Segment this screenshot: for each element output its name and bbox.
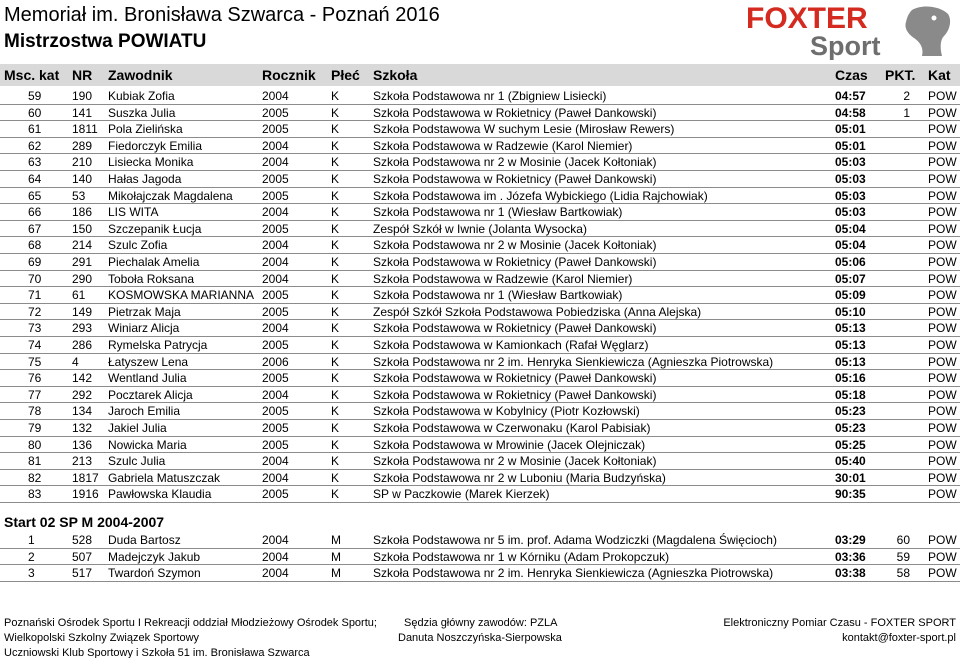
cell-nr: 214: [72, 238, 93, 253]
cell-year: 2005: [262, 404, 289, 419]
foxter-sport-logo: [744, 2, 954, 60]
cell-kat: POW: [928, 288, 957, 303]
cell-kat: POW: [928, 354, 957, 369]
cell-nr: 190: [72, 89, 93, 103]
table-row: [0, 354, 960, 371]
cell-msc: 60: [28, 105, 42, 120]
cell-msc: 75: [28, 354, 42, 369]
table-row: [0, 337, 960, 354]
logo-text-foxter: FOXTER: [746, 2, 868, 35]
cell-year: 2004: [262, 566, 289, 581]
cell-school: Szkoła Podstawowa w Radzewie (Karol Niemier): [373, 138, 633, 153]
cell-sex: K: [331, 89, 340, 103]
cell-time: 05:03: [835, 205, 866, 220]
cell-nr: 210: [72, 155, 93, 170]
cell-msc: 73: [28, 321, 42, 336]
cell-msc: 69: [28, 255, 42, 269]
cell-school: Zespół Szkół w Iwnie (Jolanta Wysocka): [373, 221, 587, 236]
cell-kat: POW: [928, 487, 957, 502]
table-row: [0, 204, 960, 221]
cell-kat: POW: [928, 566, 957, 581]
cell-nr: 61: [72, 288, 86, 303]
cell-nr: 517: [72, 566, 93, 581]
cell-kat: POW: [928, 138, 957, 153]
table-row: [0, 420, 960, 437]
cell-school: Szkoła Podstawowa nr 2 w Mosinie (Jacek Kołtoniak): [373, 155, 657, 170]
cell-nr: 293: [72, 321, 93, 336]
cell-kat: POW: [928, 549, 957, 564]
cell-sex: K: [331, 255, 340, 269]
table-row: [0, 154, 960, 171]
cell-kat: POW: [928, 105, 957, 120]
cell-name: Pawłowska Klaudia: [108, 487, 212, 502]
section-title: Start 02 SP M 2004-2007: [4, 514, 165, 530]
cell-time: 05:23: [835, 421, 866, 435]
cell-pkt: 58: [896, 566, 910, 581]
cell-year: 2004: [262, 138, 289, 153]
cell-msc: 77: [28, 387, 42, 402]
cell-sex: K: [331, 487, 340, 502]
cell-nr: 140: [72, 172, 93, 186]
cell-nr: 213: [72, 454, 93, 469]
cell-name: Jakiel Julia: [108, 421, 167, 435]
cell-kat: POW: [928, 271, 957, 286]
cell-school: Szkoła Podstawowa nr 1 (Wiesław Bartkowiak): [373, 205, 623, 220]
cell-pkt: 1: [903, 105, 910, 120]
cell-year: 2004: [262, 271, 289, 286]
cell-year: 2006: [262, 354, 289, 369]
cell-msc: 67: [28, 221, 42, 236]
cell-name: Winiarz Alicja: [108, 321, 180, 336]
cell-kat: POW: [928, 255, 957, 269]
table-row: [0, 437, 960, 454]
logo-text-sport: Sport: [810, 31, 881, 60]
cell-msc: 80: [28, 437, 42, 452]
col-header-kat: Kat: [928, 67, 951, 83]
table-row: [0, 453, 960, 470]
table-row: [0, 532, 960, 549]
cell-year: 2005: [262, 338, 289, 352]
cell-nr: 142: [72, 371, 93, 386]
cell-school: Szkoła Podstawowa nr 5 im. prof. Adama Wodziczki (Magdalena Święcioch): [373, 533, 777, 547]
cell-school: Szkoła Podstawowa w Rokietnicy (Paweł Dankowski): [373, 371, 657, 386]
table-row: [0, 237, 960, 254]
cell-school: Szkoła Podstawowa W suchym Lesie (Mirosław Rewers): [373, 122, 675, 137]
table-row: [0, 549, 960, 566]
cell-time: 05:25: [835, 437, 866, 452]
cell-kat: POW: [928, 338, 957, 352]
cell-msc: 83: [28, 487, 42, 502]
cell-msc: 70: [28, 271, 42, 286]
cell-year: 2005: [262, 122, 289, 137]
cell-kat: POW: [928, 454, 957, 469]
cell-name: Jaroch Emilia: [108, 404, 181, 419]
col-header-msc: Msc. kat: [4, 67, 60, 83]
cell-name: Lisiecka Monika: [108, 155, 194, 170]
cell-msc: 81: [28, 454, 42, 469]
cell-school: Szkoła Podstawowa w Rokietnicy (Paweł Dankowski): [373, 255, 657, 269]
table-row: [0, 486, 960, 503]
cell-time: 05:10: [835, 304, 866, 319]
cell-nr: 141: [72, 105, 93, 120]
cell-name: Madejczyk Jakub: [108, 549, 201, 564]
table-row: [0, 271, 960, 288]
cell-school: Szkoła Podstawowa nr 1 (Wiesław Bartkowiak): [373, 288, 623, 303]
table-row: [0, 171, 960, 188]
cell-sex: K: [331, 238, 340, 253]
cell-time: 05:06: [835, 255, 866, 269]
cell-nr: 136: [72, 437, 93, 452]
cell-name: Szulc Julia: [108, 454, 166, 469]
table-row: [0, 254, 960, 271]
cell-year: 2004: [262, 549, 289, 564]
cell-pkt: 60: [896, 533, 910, 547]
footer-left-line: Uczniowski Klub Sportowy i Szkoła 51 im. Bronisława Szwarca: [4, 647, 310, 658]
cell-school: Szkoła Podstawowa w Rokietnicy (Paweł Dankowski): [373, 321, 657, 336]
cell-year: 2005: [262, 221, 289, 236]
cell-school: Szkoła Podstawowa w Radzewie (Karol Niemier): [373, 271, 633, 286]
cell-school: Szkoła Podstawowa w Kobylnicy (Piotr Kozłowski): [373, 404, 640, 419]
cell-sex: K: [331, 304, 340, 319]
page-subtitle: Mistrzostwa POWIATU: [4, 31, 207, 52]
cell-year: 2004: [262, 155, 289, 170]
cell-time: 05:13: [835, 321, 866, 336]
cell-msc: 66: [28, 205, 42, 220]
col-header-nr: NR: [72, 67, 93, 83]
cell-name: Pietrzak Maja: [108, 304, 181, 319]
cell-sex: K: [331, 155, 340, 170]
cell-msc: 68: [28, 238, 42, 253]
cell-nr: 1817: [72, 470, 99, 485]
cell-kat: POW: [928, 188, 957, 203]
cell-kat: POW: [928, 387, 957, 402]
cell-nr: 507: [72, 549, 93, 564]
cell-sex: K: [331, 470, 340, 485]
cell-time: 05:13: [835, 338, 866, 352]
cell-year: 2005: [262, 437, 289, 452]
footer-left-line: Poznański Ośrodek Sportu I Rekreacji oddział Młodzieżowy Ośrodek Sportu;: [4, 617, 377, 629]
cell-kat: POW: [928, 122, 957, 137]
col-header-name: Zawodnik: [108, 67, 173, 83]
cell-name: Szulc Zofia: [108, 238, 168, 253]
cell-msc: 59: [28, 89, 42, 103]
cell-sex: K: [331, 338, 340, 352]
cell-name: Nowicka Maria: [108, 437, 187, 452]
cell-sex: M: [331, 566, 341, 581]
cell-time: 04:58: [835, 105, 866, 120]
cell-name: Gabriela Matuszczak: [108, 470, 221, 485]
cell-time: 04:57: [835, 89, 866, 103]
cell-sex: K: [331, 188, 340, 203]
table-row: [0, 304, 960, 321]
col-header-time: Czas: [835, 67, 868, 83]
cell-msc: 1: [28, 533, 35, 547]
cell-time: 30:01: [835, 470, 866, 485]
cell-school: Szkoła Podstawowa nr 2 w Mosinie (Jacek Kołtoniak): [373, 454, 657, 469]
cell-time: 05:03: [835, 188, 866, 203]
cell-school: Szkoła Podstawowa im . Józefa Wybickiego (Lidia Rajchowiak): [373, 188, 708, 203]
cell-name: Fiedorczyk Emilia: [108, 138, 203, 153]
cell-year: 2004: [262, 470, 289, 485]
cell-kat: POW: [928, 404, 957, 419]
footer-left-line: Wielkopolski Szkolny Związek Sportowy: [4, 632, 200, 644]
cell-school: SP w Paczkowie (Marek Kierzek): [373, 487, 550, 502]
cell-sex: K: [331, 205, 340, 220]
cell-nr: 286: [72, 338, 93, 352]
cell-time: 05:03: [835, 155, 866, 170]
cell-time: 03:36: [835, 549, 866, 564]
col-header-year: Rocznik: [262, 67, 316, 83]
cell-time: 05:09: [835, 288, 866, 303]
cell-msc: 74: [28, 338, 42, 352]
table-row: [0, 138, 960, 155]
cell-msc: 71: [28, 288, 42, 303]
cell-name: Suszka Julia: [108, 105, 176, 120]
cell-pkt: 2: [903, 89, 910, 103]
cell-name: Piechalak Amelia: [108, 255, 200, 269]
cell-kat: POW: [928, 321, 957, 336]
cell-school: Szkoła Podstawowa w Rokietnicy (Paweł Dankowski): [373, 172, 657, 186]
cell-name: Szczepanik Łucja: [108, 221, 202, 236]
footer-right-line: Elektroniczny Pomiar Czasu - FOXTER SPORT: [723, 617, 956, 629]
cell-name: Toboła Roksana: [108, 271, 195, 286]
cell-year: 2005: [262, 105, 289, 120]
cell-sex: K: [331, 122, 340, 137]
cell-name: Pola Zielińska: [108, 122, 183, 137]
cell-msc: 3: [28, 566, 35, 581]
cell-school: Szkoła Podstawowa w Czerwonaku (Karol Pabisiak): [373, 421, 651, 435]
cell-school: Szkoła Podstawowa nr 1 w Kórniku (Adam Prokopczuk): [373, 549, 670, 564]
table-row: [0, 105, 960, 122]
col-header-school: Szkoła: [373, 67, 418, 83]
cell-kat: POW: [928, 304, 957, 319]
cell-kat: POW: [928, 205, 957, 220]
cell-nr: 186: [72, 205, 93, 220]
cell-name: Kubiak Zofia: [108, 89, 175, 103]
cell-school: Szkoła Podstawowa nr 2 w Mosinie (Jacek Kołtoniak): [373, 238, 657, 253]
cell-msc: 63: [28, 155, 42, 170]
cell-time: 05:01: [835, 138, 866, 153]
footer-middle-line: Danuta Noszczyńska-Sierpowska: [398, 632, 562, 644]
table-row: [0, 287, 960, 304]
cell-nr: 289: [72, 138, 93, 153]
cell-time: 03:38: [835, 566, 866, 581]
cell-kat: POW: [928, 238, 957, 253]
footer-right-line: kontakt@foxter-sport.pl: [842, 632, 956, 644]
cell-nr: 1811: [72, 122, 98, 137]
cell-msc: 76: [28, 371, 42, 386]
cell-time: 05:23: [835, 404, 866, 419]
cell-time: 05:04: [835, 221, 866, 236]
cell-sex: K: [331, 271, 340, 286]
cell-school: Zespół Szkół Szkoła Podstawowa Pobiedziska (Anna Alejska): [373, 304, 702, 319]
cell-sex: M: [331, 549, 341, 564]
cell-msc: 65: [28, 188, 42, 203]
cell-time: 03:29: [835, 533, 866, 547]
cell-sex: K: [331, 354, 340, 369]
cell-name: Hałas Jagoda: [108, 172, 182, 186]
cell-time: 90:35: [835, 487, 866, 502]
cell-year: 2004: [262, 238, 289, 253]
table-row: [0, 370, 960, 387]
cell-year: 2004: [262, 255, 289, 269]
cell-kat: POW: [928, 470, 957, 485]
cell-msc: 79: [28, 421, 42, 435]
cell-name: Duda Bartosz: [108, 533, 181, 547]
cell-kat: POW: [928, 533, 957, 547]
table-row: [0, 221, 960, 238]
cell-kat: POW: [928, 221, 957, 236]
cell-name: Mikołajczak Magdalena: [108, 188, 233, 203]
horse-head-icon: [905, 7, 950, 56]
cell-name: LIS WITA: [108, 205, 159, 220]
cell-time: 05:40: [835, 454, 866, 469]
cell-time: 05:07: [835, 271, 866, 286]
page-title: Memoriał im. Bronisława Szwarca - Poznań 2016: [4, 4, 440, 26]
cell-kat: POW: [928, 89, 957, 103]
cell-sex: K: [331, 421, 340, 435]
cell-sex: K: [331, 172, 340, 186]
cell-sex: K: [331, 387, 340, 402]
cell-name: Twardoń Szymon: [108, 566, 201, 581]
cell-sex: K: [331, 437, 340, 452]
cell-time: 05:13: [835, 354, 866, 369]
cell-name: Rymelska Patrycja: [108, 338, 208, 352]
cell-nr: 4: [72, 354, 79, 369]
cell-time: 05:16: [835, 371, 866, 386]
cell-year: 2004: [262, 321, 289, 336]
cell-msc: 61: [28, 122, 42, 137]
cell-year: 2004: [262, 533, 289, 547]
cell-sex: K: [331, 404, 340, 419]
cell-year: 2004: [262, 205, 289, 220]
cell-nr: 291: [72, 255, 93, 269]
cell-msc: 2: [28, 549, 35, 564]
cell-year: 2005: [262, 172, 289, 186]
cell-year: 2005: [262, 371, 289, 386]
table-row: [0, 188, 960, 205]
cell-school: Szkoła Podstawowa w Rokietnicy (Paweł Dankowski): [373, 105, 657, 120]
cell-nr: 53: [72, 188, 86, 203]
cell-sex: K: [331, 221, 340, 236]
cell-year: 2005: [262, 188, 289, 203]
cell-time: 05:18: [835, 387, 866, 402]
cell-nr: 528: [72, 533, 93, 547]
table-row: [0, 121, 960, 138]
cell-time: 05:03: [835, 172, 866, 186]
cell-school: Szkoła Podstawowa nr 2 im. Henryka Sienkiewicza (Agnieszka Piotrowska): [373, 354, 774, 369]
cell-msc: 82: [28, 470, 42, 485]
cell-sex: K: [331, 105, 340, 120]
cell-school: Szkoła Podstawowa nr 2 im. Henryka Sienkiewicza (Agnieszka Piotrowska): [373, 566, 774, 581]
table-row: [0, 470, 960, 487]
cell-sex: K: [331, 454, 340, 469]
cell-year: 2005: [262, 304, 289, 319]
cell-kat: POW: [928, 437, 957, 452]
cell-year: 2005: [262, 288, 289, 303]
cell-time: 05:04: [835, 238, 866, 253]
cell-time: 05:01: [835, 122, 866, 137]
cell-msc: 78: [28, 404, 42, 419]
cell-sex: M: [331, 533, 341, 547]
table-row: [0, 565, 960, 582]
col-header-sex: Płeć: [331, 67, 360, 83]
cell-pkt: 59: [896, 549, 910, 564]
cell-msc: 72: [28, 304, 42, 319]
cell-school: Szkoła Podstawowa w Kamionkach (Rafał Węglarz): [373, 338, 649, 352]
cell-nr: 149: [72, 304, 93, 319]
table-row: [0, 320, 960, 337]
cell-name: KOSMOWSKA MARIANNA: [108, 288, 255, 303]
cell-nr: 132: [72, 421, 93, 435]
cell-name: Łatyszew Lena: [108, 354, 189, 369]
cell-kat: POW: [928, 371, 957, 386]
cell-sex: K: [331, 371, 340, 386]
cell-kat: POW: [928, 172, 957, 186]
cell-nr: 134: [72, 404, 93, 419]
table-header: [0, 64, 960, 86]
table-row: [0, 88, 960, 105]
cell-name: Wentland Julia: [108, 371, 187, 386]
cell-msc: 64: [28, 172, 42, 186]
cell-school: Szkoła Podstawowa w Rokietnicy (Paweł Dankowski): [373, 387, 657, 402]
cell-name: Pocztarek Alicja: [108, 387, 193, 402]
cell-kat: POW: [928, 155, 957, 170]
cell-school: Szkoła Podstawowa nr 2 w Luboniu (Maria Budzyńska): [373, 470, 666, 485]
cell-kat: POW: [928, 421, 957, 435]
cell-sex: K: [331, 288, 340, 303]
cell-year: 2004: [262, 454, 289, 469]
cell-nr: 290: [72, 271, 93, 286]
cell-msc: 62: [28, 138, 42, 153]
cell-nr: 150: [72, 221, 93, 236]
table-row: [0, 387, 960, 404]
cell-nr: 1916: [72, 487, 99, 502]
footer-middle-line: Sędzia główny zawodów: PZLA: [404, 617, 558, 629]
cell-year: 2004: [262, 89, 289, 103]
cell-school: Szkoła Podstawowa w Mrowinie (Jacek Olejniczak): [373, 437, 646, 452]
cell-nr: 292: [72, 387, 93, 402]
cell-year: 2004: [262, 387, 289, 402]
cell-sex: K: [331, 138, 340, 153]
col-header-pkt: PKT.: [885, 67, 916, 83]
cell-sex: K: [331, 321, 340, 336]
cell-year: 2005: [262, 487, 289, 502]
cell-year: 2005: [262, 421, 289, 435]
cell-school: Szkoła Podstawowa nr 1 (Zbigniew Lisiecki): [373, 89, 607, 103]
table-row: [0, 403, 960, 420]
